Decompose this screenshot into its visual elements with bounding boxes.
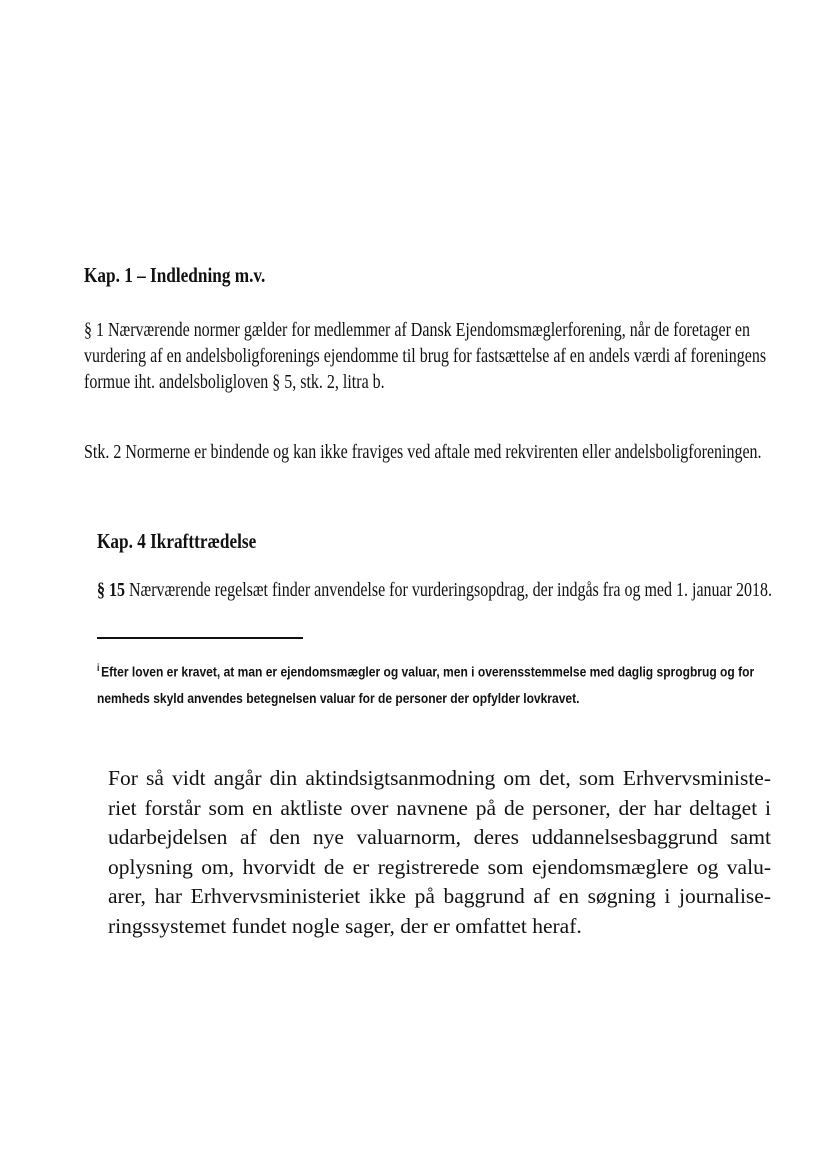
footnote-text: Efter loven er kravet, at man er ejendomsmægler og valuar, men i overensstemmelse med daglig sprogbrug og for xyxy=(101,663,755,680)
section-1-line: § 1 Nærværende normer gælder for medlemmer af Dansk Ejendomsmæglerforening, når de foretager en xyxy=(84,320,751,341)
footnote-marker: i xyxy=(97,663,100,674)
footnote-line xyxy=(97,656,754,685)
footnote xyxy=(97,656,754,711)
footnote-separator xyxy=(97,637,303,639)
section-15-paragraph xyxy=(97,578,772,604)
letter-line: For så vidt angår din aktindsigtsanmodning om det, som Erhvervsministe- xyxy=(108,766,771,790)
letter-line: udarbejdelsen af den nye valuarnorm, deres uddannelsesbaggrund samt xyxy=(108,825,771,849)
section-15-text: Nærværende regelsæt finder anvendelse for vurderingsopdrag, der indgås fra og med 1. januar 2018. xyxy=(124,580,772,601)
letter-line: ringssystemet fundet nogle sager, der er omfattet heraf. xyxy=(108,913,582,938)
section-1-paragraph xyxy=(84,318,766,396)
letter-excerpt xyxy=(108,764,771,941)
section-1-line: formue iht. andelsboligloven § 5, stk. 2, litra b. xyxy=(84,372,385,393)
letter-line: arer, har Erhvervsministeriet ikke på baggrund af en søgning i journalise- xyxy=(108,884,771,908)
footnote-line: nemheds skyld anvendes betegnelsen valuar for de personer der opfylder lovkravet. xyxy=(97,689,580,706)
section-15-label: § 15 xyxy=(97,580,125,601)
section-1-line: vurdering af en andelsboligforenings ejendomme til brug for fastsættelse af en andels værdi af foreningens xyxy=(84,346,767,367)
letter-line: riet forstår som en aktliste over navnene på de personer, der har deltaget i xyxy=(108,795,771,820)
chapter-4-heading: Kap. 4 Ikrafttrædelse xyxy=(97,529,257,553)
stk-2-paragraph: Stk. 2 Normerne er bindende og kan ikke fraviges ved aftale med rekvirenten eller andelsboligforeningen. xyxy=(84,442,762,463)
letter-line: oplysning om, hvorvidt de er registrerede som ejendomsmæglere og valu- xyxy=(108,854,771,879)
chapter-1-heading: Kap. 1 – Indledning m.v. xyxy=(84,263,266,287)
